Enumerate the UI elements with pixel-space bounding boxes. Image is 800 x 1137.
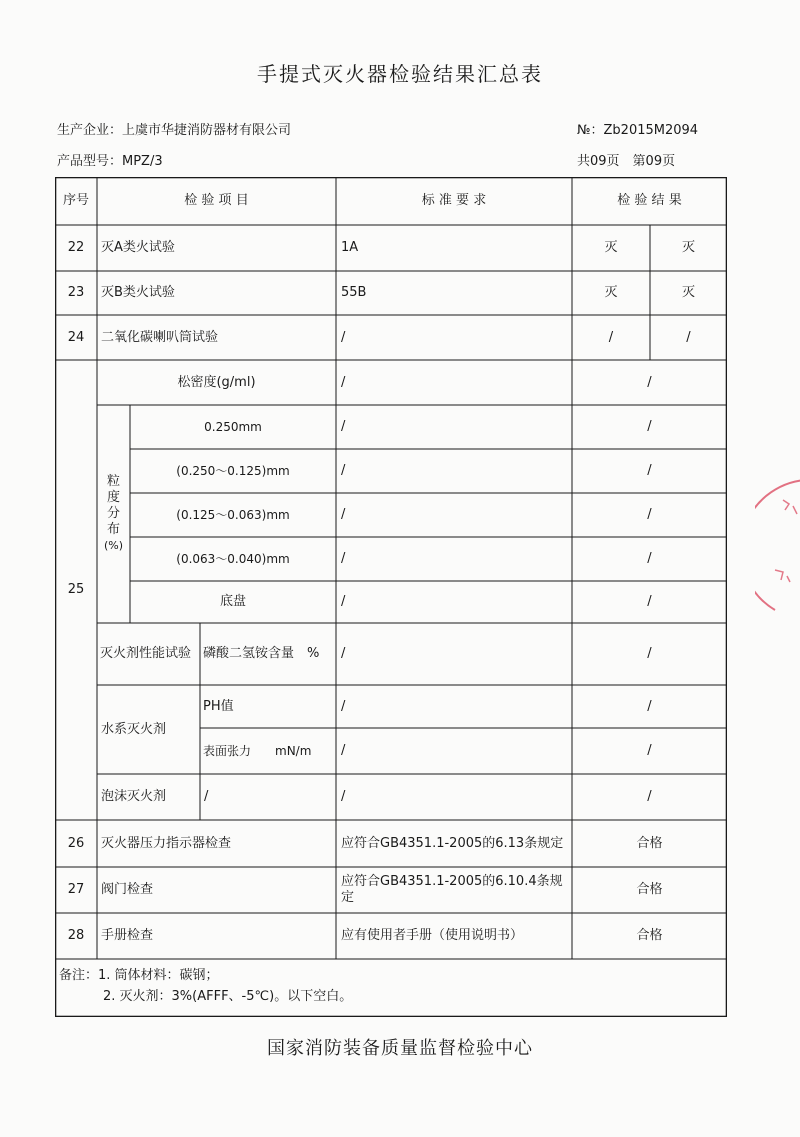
foam-agent-requirement: /: [341, 789, 346, 804]
row22-requirement: 1A: [341, 240, 359, 255]
row24-requirement: /: [341, 329, 346, 345]
row26-no: 26: [67, 835, 85, 851]
agent-performance-result: /: [647, 646, 652, 661]
particle-result: /: [647, 551, 652, 566]
particle-result: /: [647, 507, 652, 522]
row26-item: 灭火器压力指示器检查: [101, 835, 232, 851]
row22-result-2: 灭: [681, 240, 695, 255]
row22-item: 灭A类火试验: [101, 240, 175, 255]
row28-no: 28: [67, 928, 85, 943]
particle-item: (0.063～0.040)mm: [176, 552, 290, 566]
surface-tension-requirement: /: [341, 743, 346, 758]
foam-agent-item: /: [204, 789, 209, 804]
row23-no: 23: [67, 285, 85, 300]
particle-item: (0.250～0.125)mm: [176, 464, 290, 478]
particle-requirement: /: [341, 594, 346, 609]
ph-value-result: /: [647, 698, 652, 714]
header-result: 检 验 结 果: [617, 193, 682, 208]
particle-label-char: 布: [106, 522, 120, 537]
row22-result-1: 灭: [604, 240, 618, 255]
row27-no: 27: [67, 882, 85, 897]
seal-stamp: [755, 470, 800, 630]
particle-result: /: [647, 419, 652, 434]
ph-value-requirement: /: [341, 698, 346, 714]
notes-line-2: 2. 灭火剂：3%(AFFF、-5℃)。以下空白。: [103, 989, 353, 1004]
foam-agent-label: 泡沫灭火剂: [101, 789, 167, 804]
particle-result: /: [647, 594, 652, 609]
row24-result-1: /: [608, 329, 614, 345]
row24-item: 二氧化碳喇叭筒试验: [101, 329, 219, 345]
particle-requirement: /: [341, 507, 346, 522]
model-line: 产品型号：MPZ/3: [57, 154, 163, 169]
row28-requirement: 应有使用者手册（使用说明书）: [341, 928, 524, 943]
header-no: 序号: [62, 193, 89, 208]
particle-item: 底盘: [219, 594, 246, 609]
row24-result-2: /: [686, 329, 691, 345]
particle-item: 0.250mm: [204, 420, 262, 434]
particle-label-char: 粒: [106, 474, 120, 489]
row26-requirement: 应符合GB4351.1-2005的6.13条规定: [341, 835, 564, 851]
report-number: №：Zb2015M2094: [577, 123, 699, 138]
particle-result: /: [647, 463, 652, 478]
agent-performance-requirement: /: [341, 646, 346, 661]
agent-performance-item: 磷酸二氢铵含量 %: [203, 646, 320, 661]
particle-distribution-label: [97, 405, 130, 623]
row25-no: 25: [67, 582, 85, 597]
particle-requirement: /: [341, 419, 346, 434]
row28-item: 手册检查: [101, 928, 154, 943]
water-agent-label: 水系灭火剂: [101, 721, 167, 737]
row22-no: 22: [67, 240, 85, 255]
surface-tension-item: 表面张力 mN/m: [203, 744, 312, 758]
row23-result-1: 灭: [604, 285, 618, 300]
row27-requirement: 应符合GB4351.1-2005的6.10.4条规定: [341, 874, 563, 905]
results-table: [55, 177, 727, 1017]
density-requirement: /: [341, 374, 346, 390]
manufacturer-line: 生产企业：上虞市华捷消防器材有限公司: [57, 123, 292, 138]
page-count: 共09页 第09页: [577, 154, 676, 169]
particle-label-char: 度: [106, 490, 120, 505]
issuing-organization: 国家消防装备质量监督检验中心: [267, 1038, 533, 1059]
particle-item: (0.125～0.063)mm: [176, 508, 290, 522]
density-result: /: [647, 374, 652, 390]
row23-requirement: 55B: [341, 285, 367, 300]
particle-requirement: /: [341, 551, 346, 566]
document-title: 手提式灭火器检验结果汇总表: [257, 62, 543, 86]
row23-item: 灭B类火试验: [101, 285, 175, 300]
row23-result-2: 灭: [681, 285, 695, 300]
particle-requirement: /: [341, 463, 346, 478]
particle-label-char: (%): [103, 539, 124, 552]
header-item: 检 验 项 目: [184, 193, 249, 208]
row24-no: 24: [67, 329, 85, 345]
ph-value-item: PH值: [203, 698, 234, 714]
row27-item: 阀门检查: [101, 882, 154, 897]
row28-result: 合格: [636, 928, 663, 943]
particle-label-char: 分: [106, 506, 120, 521]
header-requirement: 标 准 要 求: [421, 193, 487, 208]
surface-tension-result: /: [647, 743, 652, 758]
foam-agent-result: /: [647, 789, 652, 804]
row26-result: 合格: [636, 835, 663, 851]
density-item: 松密度(g/ml): [177, 374, 256, 390]
notes-line-1: 备注：1. 筒体材料：碳钢；: [59, 968, 219, 983]
agent-performance-label: 灭火剂性能试验: [100, 646, 192, 661]
row27-result: 合格: [636, 882, 663, 897]
